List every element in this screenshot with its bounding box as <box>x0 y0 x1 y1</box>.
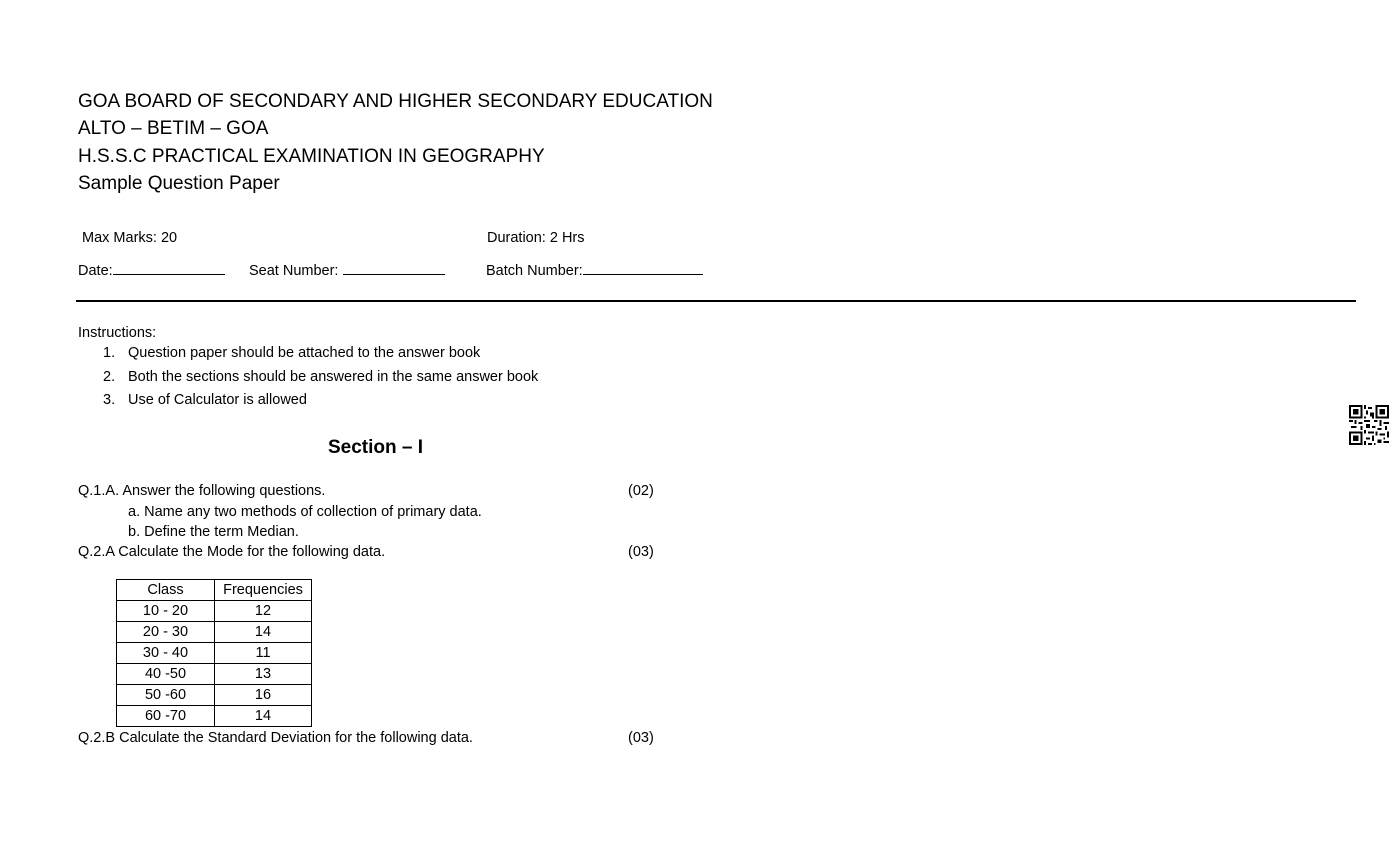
column-header-class: Class <box>117 580 215 601</box>
date-label: Date: <box>78 263 113 279</box>
table-row <box>117 685 312 706</box>
board-title: GOA BOARD OF SECONDARY AND HIGHER SECONDARY EDUCATION <box>78 91 713 112</box>
class-cell: 30 - 40 <box>117 643 215 664</box>
column-header-frequencies: Frequencies <box>215 580 312 601</box>
seat-number-label: Seat Number: <box>249 263 343 279</box>
instruction-item <box>103 392 307 408</box>
instruction-number: 1. <box>103 345 116 361</box>
question-1a-marks: (02) <box>628 483 654 499</box>
instruction-text: Use of Calculator is allowed <box>128 392 307 408</box>
frequency-table <box>116 579 312 727</box>
question-2b-marks: (03) <box>628 730 654 746</box>
class-cell: 50 -60 <box>117 685 215 706</box>
question-1a-sub-a: a. Name any two methods of collection of primary data. <box>128 504 482 520</box>
exam-title: H.S.S.C PRACTICAL EXAMINATION IN GEOGRAPHY <box>78 146 545 167</box>
question-2a-marks: (03) <box>628 544 654 560</box>
max-marks: Max Marks: 20 <box>82 230 178 246</box>
frequency-cell: 12 <box>215 601 312 622</box>
header-divider <box>76 300 1356 302</box>
paper-type: Sample Question Paper <box>78 173 280 194</box>
frequency-cell: 13 <box>215 664 312 685</box>
instruction-number: 2. <box>103 369 116 385</box>
class-cell: 20 - 30 <box>117 622 215 643</box>
duration: Duration: 2 Hrs <box>487 230 585 246</box>
board-location: ALTO – BETIM – GOA <box>78 118 269 139</box>
batch-number-label: Batch Number: <box>486 263 583 279</box>
qr-code-icon <box>1349 405 1389 445</box>
table-header-row <box>117 580 312 601</box>
question-1a-sub-b: b. Define the term Median. <box>128 524 299 540</box>
frequency-cell: 11 <box>215 643 312 664</box>
table-row <box>117 706 312 727</box>
frequency-cell: 16 <box>215 685 312 706</box>
instruction-number: 3. <box>103 392 116 408</box>
table-row <box>117 643 312 664</box>
frequency-cell: 14 <box>215 706 312 727</box>
batch-number-field <box>486 260 703 279</box>
question-2b: Q.2.B Calculate the Standard Deviation for the following data. <box>78 730 473 746</box>
class-cell: 10 - 20 <box>117 601 215 622</box>
batch-number-blank <box>583 260 703 275</box>
class-cell: 60 -70 <box>117 706 215 727</box>
table-row <box>117 664 312 685</box>
table-row <box>117 622 312 643</box>
frequency-cell: 14 <box>215 622 312 643</box>
date-blank <box>113 260 225 275</box>
table-row <box>117 601 312 622</box>
instruction-text: Question paper should be attached to the answer book <box>128 345 481 361</box>
question-2a: Q.2.A Calculate the Mode for the following data. <box>78 544 386 560</box>
question-1a: Q.1.A. Answer the following questions. <box>78 483 326 499</box>
date-field <box>78 260 225 279</box>
instructions-title: Instructions: <box>78 325 157 341</box>
seat-number-field <box>249 260 445 279</box>
instruction-item <box>103 345 480 361</box>
instruction-item <box>103 369 538 385</box>
section-title: Section – I <box>328 437 424 458</box>
seat-number-blank <box>343 260 445 275</box>
instruction-text: Both the sections should be answered in the same answer book <box>128 369 539 385</box>
class-cell: 40 -50 <box>117 664 215 685</box>
